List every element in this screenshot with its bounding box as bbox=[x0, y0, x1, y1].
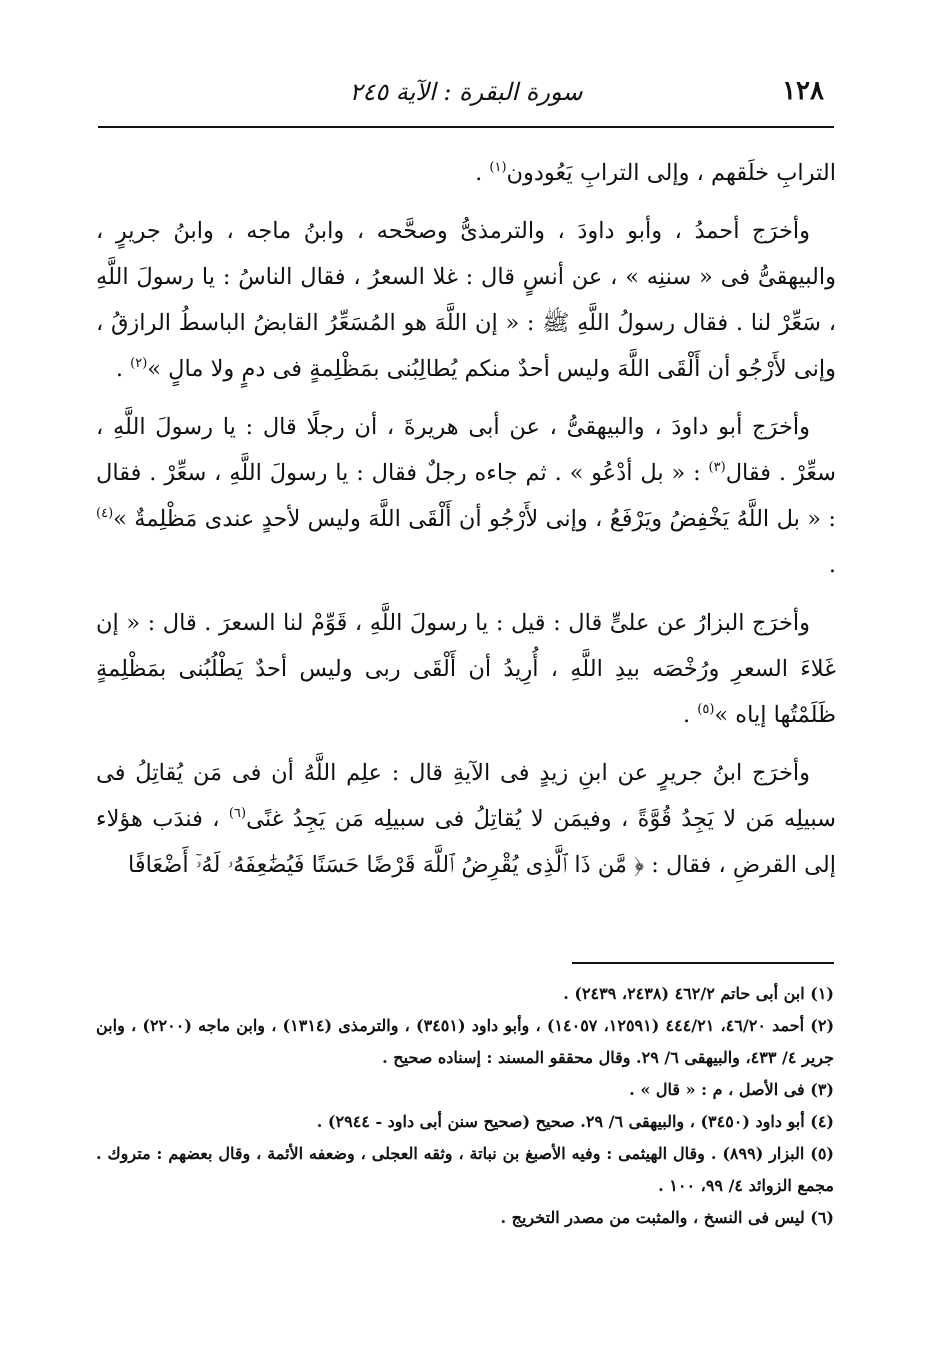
paragraph-tail: . bbox=[115, 356, 131, 382]
footnotes bbox=[96, 978, 834, 1234]
page-number: ١٢٨ bbox=[782, 76, 824, 106]
footnote-ref: (٥) bbox=[697, 702, 715, 717]
footnote-ref: (٣) bbox=[708, 460, 726, 475]
footnote-ref: (٦) bbox=[228, 806, 247, 821]
footnote: (٣) فى الأصل ، م : « قال » . bbox=[629, 1080, 834, 1099]
paragraph bbox=[96, 208, 836, 392]
paragraph bbox=[96, 750, 836, 888]
page-header bbox=[100, 72, 832, 118]
paragraph-text: وأخرَج البزارُ عن علىٍّ قال : قيل : يا رسولَ اللَّهِ ، قَوِّمْ لنا السعرَ . قال : « إن غَلاءَ السعرِ ورُخْصَه بيدِ اللَّهِ ، أُرِيدُ أن أَلْقَى ربى وليس أحدٌ يَطْلُبُنى بمَظْلِمةٍ ظَلَمْتُها إياه » bbox=[96, 610, 836, 728]
paragraph-tail: : « بل أدْعُو » . ثم جاءه رجلٌ فقال : يا رسولَ اللَّهِ ، سعِّرْ . فقال : « بل اللَّهُ يَخْفِضُ ويَرْفَعُ ، وإنى لأَرْجُو أن أَلْقَى اللَّهَ وليس لأحدٍ عندى مَظْلِمةٌ » bbox=[96, 460, 836, 532]
footnote: (٥) البزار (٨٩٩) . وقال الهيثمى : وفيه الأصبغ بن نباتة ، وثقه العجلى ، وضعفه الأئمة ، وقال بعضهم : متروك . مجمع الزوائد ٤/ ٩٩، ١٠٠ . bbox=[96, 1144, 834, 1195]
paragraph-tail: . bbox=[682, 702, 698, 728]
paragraph bbox=[96, 600, 836, 738]
paragraph-tail: . bbox=[828, 552, 836, 578]
main-text bbox=[96, 150, 836, 900]
paragraph-tail: ، فندَب هؤلاء إلى القرضِ ، فقال : ﴿ مَّن ذَا ٱلَّذِى يُقْرِضُ ٱللَّهَ قَرْضًا حَسَنًا فَيُضَٰعِفَهُۥ لَهُۥٓ أَضْعَافًا bbox=[96, 806, 836, 878]
paragraph-text: الترابِ خلَقهم ، وإلى الترابِ يَعُودون bbox=[506, 160, 836, 186]
footnote: (٤) أبو داود (٣٤٥٠) ، والبيهقى ٦/ ٢٩. صحيح (صحيح سنن أبى داود - ٢٩٤٤) . bbox=[316, 1112, 834, 1131]
paragraph bbox=[96, 404, 836, 588]
footnote-ref: (١) bbox=[489, 160, 507, 175]
paragraph-tail: . bbox=[475, 160, 490, 186]
footnote: (٢) أحمد ٤٦/٢٠، ٤٤٤/٢١ (١٢٥٩١، ١٤٠٥٧) ، وأبو داود (٣٤٥١) ، والترمذى (١٣١٤) ، وابن ماجه (٢٢٠٠) ، وابن جرير ٤/ ٤٣٣، والبيهقى ٦/ ٢٩. وقال محققو المسند : إسناده صحيح . bbox=[96, 1016, 835, 1067]
paragraph-text: وأخرَج ابنُ جريرٍ عن ابنِ زيدٍ فى الآيةِ قال : علِم اللَّهُ أن فى مَن يُقاتِلُ فى سبيلِه مَن لا يَجِدُ قُوَّةً ، وفيمَن لا يُقاتِلُ فى سبيلِه مَن يَجِدُ غنًى bbox=[96, 760, 837, 832]
header-divider bbox=[98, 126, 834, 128]
paragraph bbox=[96, 150, 836, 196]
footnote: (٦) ليس فى النسخ ، والمثبت من مصدر التخريج . bbox=[500, 1208, 834, 1227]
footnote-ref: (٢) bbox=[130, 356, 148, 371]
paragraph-text: وأخرَج أحمدُ ، وأبو داودَ ، والترمذىُّ وصحَّحه ، وابنُ ماجه ، وابنُ جريرٍ ، والبيهقىُّ فى « سننِه » ، عن أنسٍ قال : غلا السعرُ ، فقال الناسُ : يا رسولَ اللَّهِ ، سَعِّرْ لنا . فقال رسولُ اللَّهِ ﷺ : « إن اللَّهَ هو المُسَعِّرُ القابضُ الباسطُ الرازقُ ، وإنى لأَرْجُو أن أَلْقَى اللَّهَ وليس أحدٌ منكم يُطالِبُنى بمَظْلِمةٍ فى دمٍ ولا مالٍ » bbox=[96, 218, 836, 382]
running-title: سورة البقرة : الآية ٢٤٥ bbox=[349, 78, 583, 106]
footnote: (١) ابن أبى حاتم ٤٦٢/٢ (٢٤٣٨، ٢٤٣٩) . bbox=[563, 984, 834, 1003]
footnote-ref: (٤) bbox=[96, 506, 114, 521]
footnote-divider bbox=[572, 962, 834, 964]
paragraph-text: وأخرَج أبو داودَ ، والبيهقىُّ ، عن أبى هريرةَ ، أن رجلًا قال : يا رسولَ اللَّهِ ، سعِّرْ . فقال bbox=[96, 414, 836, 486]
